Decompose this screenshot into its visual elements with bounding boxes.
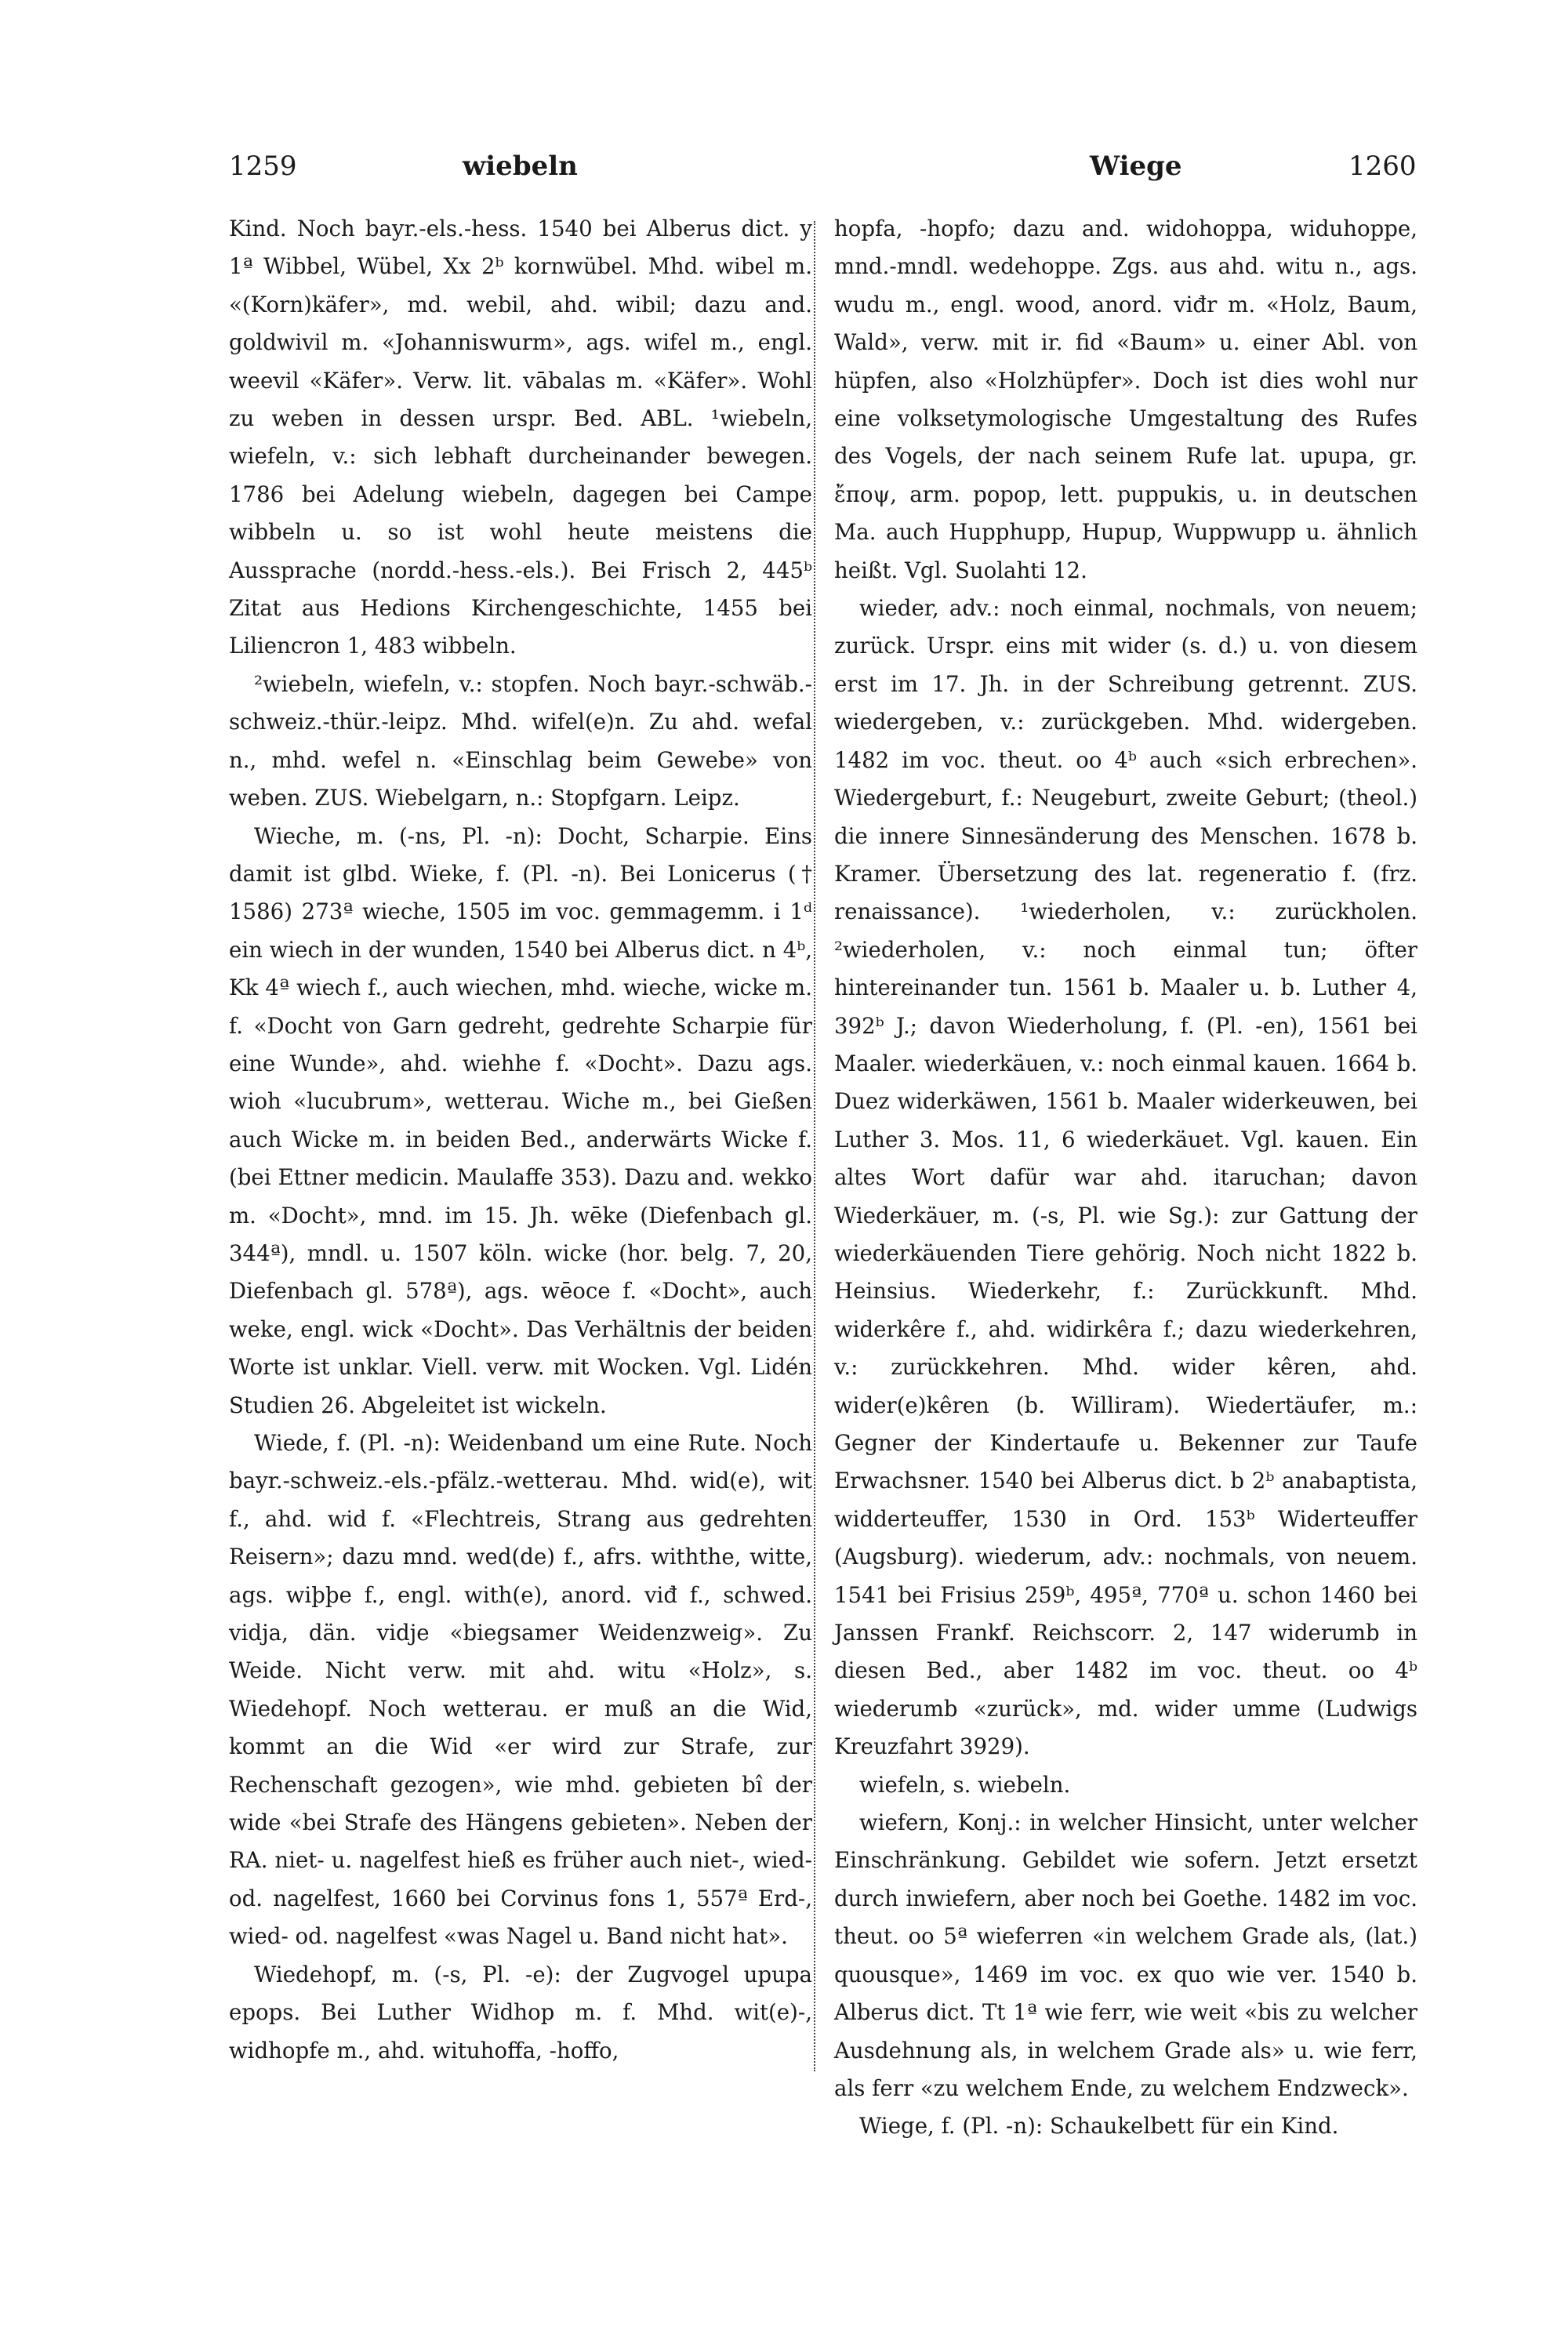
- entry-wiege: Wiege, f. (Pl. -n): Schaukelbett für ein Kind.: [859, 2113, 1339, 2140]
- left-running-head: wiebeln: [463, 151, 578, 182]
- entry-wiedehopf: Wiedehopf, m. (-s, Pl. -e): der Zugvogel upupa epops. Bei Luther Widhop m. f. Mhd. wit(e)-, widhopfe m., ahd. wituhoffa, -hoffo,: [229, 1961, 812, 2063]
- right-page-number: 1260: [1348, 151, 1417, 182]
- entry-continuation-wiebel: Kind. Noch bayr.-els.-hess. 1540 bei Alberus dict. y 1ª Wibbel, Wübel, Xx 2ᵇ kornwübel. Mhd. wibel m. «(Korn)käfer», md. webil, ahd. wibil; dazu and. goldwivil m. «Johanniswurm», ags. wifel m., engl. weevil «Käfer». Verw. lit. vābalas m. «Käfer». Wohl zu weben in dessen urspr. Bed. ABL. ¹wiebeln, wiefeln, v.: sich lebhaft durcheinander bewegen. 1786 bei Adelung wiebeln, dagegen bei Campe wibbeln u. so ist wohl heute meistens die Aussprache (nordd.-hess.-els.). Bei Frisch 2, 445ᵇ Zitat aus Hedions Kirchengeschichte, 1455 bei Liliencron 1, 483 wibbeln.: [229, 216, 812, 659]
- left-page-number: 1259: [229, 151, 297, 182]
- entry-wiefeln: wiefeln, s. wiebeln.: [859, 1771, 1071, 1798]
- right-column: [834, 210, 1417, 2146]
- left-column: [229, 210, 812, 2070]
- entry-wieder: wieder, adv.: noch einmal, nochmals, von neuem; zurück. Urspr. eins mit wider (s. d.) u. von diesem erst im 17. Jh. in der Schreibung getrennt. ZUS. wiedergeben, v.: zurückgeben. Mhd. widergeben. 1482 im voc. theut. oo 4ᵇ auch «sich erbrechen». Wiedergeburt, f.: Neugeburt, zweite Geburt; (theol.) die innere Sinnesänderung des Menschen. 1678 b. Kramer. Übersetzung des lat. regeneratio f. (frz. renaissance). ¹wiederholen, v.: zurückholen. ²wiederholen, v.: noch einmal tun; öfter hintereinander tun. 1561 b. Maaler u. b. Luther 4, 392ᵇ J.; davon Wiederholung, f. (Pl. -en), 1561 bei Maaler. wiederkäuen, v.: noch einmal kauen. 1664 b. Duez widerkäwen, 1561 b. Maaler widerkeuwen, bei Luther 3. Mos. 11, 6 wiederkäuet. Vgl. kauen. Ein altes Wort dafür war ahd. itaruchan; davon Wiederkäuer, m. (-s, Pl. wie Sg.): zur Gattung der wiederkäuenden Tiere gehörig. Noch nicht 1822 b. Heinsius. Wiederkehr, f.: Zurückkunft. Mhd. widerkêre f., ahd. widirkêra f.; dazu wiederkehren, v.: zurückkehren. Mhd. wider kêren, ahd. wider(e)kêren (b. Williram). Wiedertäufer, m.: Gegner der Kindertaufe u. Bekenner zur Taufe Erwachsner. 1540 bei Alberus dict. b 2ᵇ anabaptista, widderteuffer, 1530 in Ord. 153ᵇ Widerteuffer (Augsburg). wiederum, adv.: nochmals, von neuem. 1541 bei Frisius 259ᵇ, 495ª, 770ª u. schon 1460 bei Janssen Frankf. Reichscorr. 2, 147 widerumb in diesen Bed., aber 1482 im voc. theut. oo 4ᵇ wiederumb «zurück», md. wider umme (Ludwigs Kreuzfahrt 3929).: [834, 595, 1417, 1760]
- entry-wiefern: wiefern, Konj.: in welcher Hinsicht, unter welcher Einschränkung. Gebildet wie sofern. Jetzt ersetzt durch inwiefern, aber noch bei Goethe. 1482 im voc. theut. oo 5ª wieferren «in welchem Grade als, (lat.) quousque», 1469 im voc. ex quo wie ver. 1540 b. Alberus dict. Tt 1ª wie ferr, wie weit «bis zu welcher Ausdehnung als, in welchem Grade als» u. wie ferr, als ferr «zu welchem Ende, zu welchem Endzweck».: [834, 1809, 1417, 2101]
- column-divider: [814, 221, 815, 2071]
- right-running-head: Wiege: [1090, 151, 1182, 182]
- entry-continuation-wiedehopf: hopfa, -hopfo; dazu and. widohoppa, widuhoppe, mnd.-mndl. wedehoppe. Zgs. aus ahd. witu n., ags. wudu m., engl. wood, anord. viđr m. «Holz, Baum, Wald», verw. mit ir. fid «Baum» u. einer Abl. von hüpfen, also «Holzhüpfer». Doch ist dies wohl nur eine volksetymologische Umgestaltung des Rufes des Vogels, der nach seinem Rufe lat. upupa, gr. ἔποψ, arm. popop, lett. puppukis, u. in deutschen Ma. auch Hupphupp, Hupup, Wuppwupp u. ähnlich heißt. Vgl. Suolahti 12.: [834, 216, 1417, 583]
- entry-wieche: Wieche, m. (-ns, Pl. -n): Docht, Scharpie. Eins damit ist glbd. Wieke, f. (Pl. -n). Bei Lonicerus († 1586) 273ª wieche, 1505 im voc. gemmagemm. i 1ᵈ ein wiech in der wunden, 1540 bei Alberus dict. n 4ᵇ, Kk 4ª wiech f., auch wiechen, mhd. wieche, wicke m. f. «Docht von Garn gedreht, gedrehte Scharpie für eine Wunde», ahd. wiehhe f. «Docht». Dazu ags. wioh «lucubrum», wetterau. Wiche m., bei Gießen auch Wicke m. in beiden Bed., anderwärts Wicke f. (bei Ettner medicin. Maulaffe 353). Dazu and. wekko m. «Docht», mnd. im 15. Jh. wēke (Diefenbach gl. 344ª), mndl. u. 1507 köln. wicke (hor. belg. 7, 20, Diefenbach gl. 578ª), ags. wēoce f. «Docht», auch weke, engl. wick «Docht». Das Verhältnis der beiden Worte ist unklar. Viell. verw. mit Wocken. Vgl. Lidén Studien 26. Abgeleitet ist wickeln.: [229, 822, 812, 1418]
- entry-wiede: Wiede, f. (Pl. -n): Weidenband um eine Rute. Noch bayr.-schweiz.-els.-pfälz.-wetterau. Mhd. wid(e), wit f., ahd. wid f. «Flechtreis, Strang aus gedrehten Reisern»; dazu mnd. wed(de) f., afrs. withthe, witte, ags. wiþþe f., engl. with(e), anord. viđ f., schwed. vidja, dän. vidje «biegsamer Weidenzweig». Zu Weide. Nicht verw. mit ahd. witu «Holz», s. Wiedehopf. Noch wetterau. er muß an die Wid, kommt an die Wid «er wird zur Strafe, zur Rechenschaft gezogen», wie mhd. gebieten bî der wide «bei Strafe des Hängens gebieten». Neben der RA. niet- u. nagelfest hieß es früher auch niet-, wied- od. nagelfest, 1660 bei Corvinus fons 1, 557ª Erd-, wied- od. nagelfest «was Nagel u. Band nicht hat».: [229, 1430, 812, 1950]
- entry-wiebeln-2: ²wiebeln, wiefeln, v.: stopfen. Noch bayr.-schwäb.-schweiz.-thür.-leipz. Mhd. wifel(e)n. Zu ahd. wefal n., mhd. wefel n. «Einschlag beim Gewebe» von weben. ZUS. Wiebelgarn, n.: Stopfgarn. Leipz.: [229, 670, 812, 811]
